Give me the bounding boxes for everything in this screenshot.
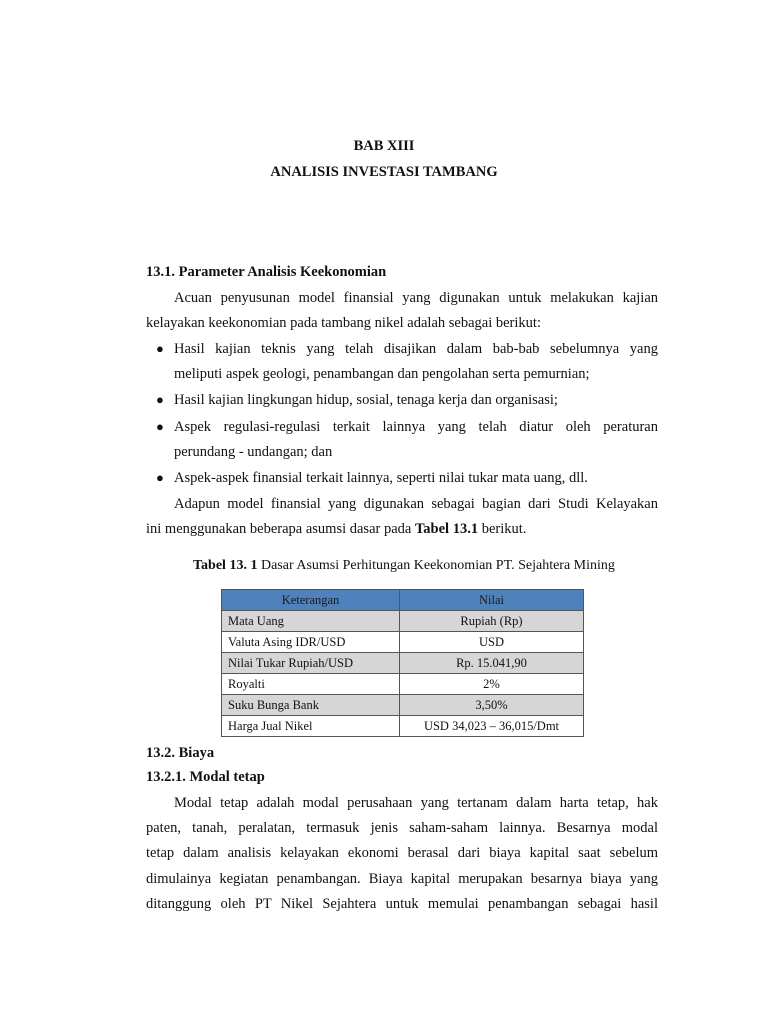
bullet-icon: ● — [156, 392, 164, 407]
bullet-item-line: Hasil kajian lingkungan hidup, sosial, tenaga kerja dan organisasi; — [174, 392, 558, 408]
table-cell: 3,50% — [400, 695, 584, 716]
section-heading-13-2: 13.2. Biaya — [146, 745, 215, 761]
table-header-cell: Keterangan — [222, 590, 400, 611]
bullet-icon: ● — [156, 419, 164, 434]
section-heading-13-1: 13.1. Parameter Analisis Keekonomian — [146, 264, 387, 280]
table-cell: Harga Jual Nikel — [222, 716, 400, 737]
table-row — [222, 716, 584, 737]
bullet-item-line: Hasil kajian teknis yang telah disajikan dalam bab-bab sebelumnya yang — [174, 341, 658, 357]
table-row — [222, 695, 584, 716]
bullet-item-line: perundang - undangan; dan — [174, 444, 333, 460]
subsection-heading-13-2-1: 13.2.1. Modal tetap — [146, 769, 265, 785]
bullet-icon: ● — [156, 470, 164, 485]
paragraph-line: ditanggung oleh PT Nikel Sejahtera untuk memulai penambangan sebagai hasil — [146, 896, 658, 912]
bullet-item-line: Aspek-aspek finansial terkait lainnya, seperti nilai tukar mata uang, dll. — [174, 470, 588, 486]
table-cell: Mata Uang — [222, 611, 400, 632]
paragraph-line: dimulainya kegiatan penambangan. Biaya kapital merupakan besarnya biaya yang — [146, 871, 658, 887]
paragraph-text: ini menggunakan beberapa asumsi dasar pada — [146, 521, 415, 537]
table-caption — [193, 558, 623, 573]
table-cell: Rupiah (Rp) — [400, 611, 584, 632]
table-cell: USD 34,023 – 36,015/Dmt — [400, 716, 584, 737]
table-cell: 2% — [400, 674, 584, 695]
table-cell: Nilai Tukar Rupiah/USD — [222, 653, 400, 674]
table-row — [222, 611, 584, 632]
bullet-icon: ● — [156, 341, 164, 356]
chapter-number: BAB XIII — [353, 138, 415, 154]
table-cell: USD — [400, 632, 584, 653]
bullet-item-line: meliputi aspek geologi, penambangan dan pengolahan serta pemurnian; — [174, 366, 590, 382]
table-row — [222, 632, 584, 653]
paragraph-line: paten, tanah, peralatan, termasuk jenis saham-saham lainnya. Besarnya modal — [146, 820, 658, 836]
table-header-cell: Nilai — [400, 590, 584, 611]
table-row — [222, 653, 584, 674]
paragraph-line: kelayakan keekonomian pada tambang nikel adalah sebagai berikut: — [146, 315, 541, 331]
paragraph-line: Acuan penyusunan model finansial yang digunakan untuk melakukan kajian — [174, 290, 658, 306]
paragraph-line: tetap dalam analisis kelayakan ekonomi berasal dari biaya kapital saat sebelum — [146, 845, 658, 861]
bullet-item-line: Aspek regulasi-regulasi terkait lainnya yang telah diatur oleh peraturan — [174, 419, 658, 435]
assumption-table — [221, 589, 584, 737]
table-cell: Valuta Asing IDR/USD — [222, 632, 400, 653]
table-reference: Tabel 13.1 — [414, 521, 479, 537]
table-row — [222, 674, 584, 695]
paragraph-line: Adapun model finansial yang digunakan sebagai bagian dari Studi Kelayakan — [174, 496, 658, 512]
paragraph-line: Modal tetap adalah modal perusahaan yang tertanam dalam harta tetap, hak — [174, 795, 658, 811]
table-header-row — [222, 590, 584, 611]
paragraph-line — [146, 521, 658, 538]
paragraph-text: berikut. — [478, 521, 527, 537]
table-cell: Royalti — [222, 674, 400, 695]
table-cell: Suku Bunga Bank — [222, 695, 400, 716]
table-caption-text: Dasar Asumsi Perhitungan Keekonomian PT. Sejahtera Mining — [257, 558, 615, 573]
table-cell: Rp. 15.041,90 — [400, 653, 584, 674]
chapter-title: ANALISIS INVESTASI TAMBANG — [270, 164, 498, 180]
table-caption-label: Tabel 13. 1 — [193, 558, 258, 573]
